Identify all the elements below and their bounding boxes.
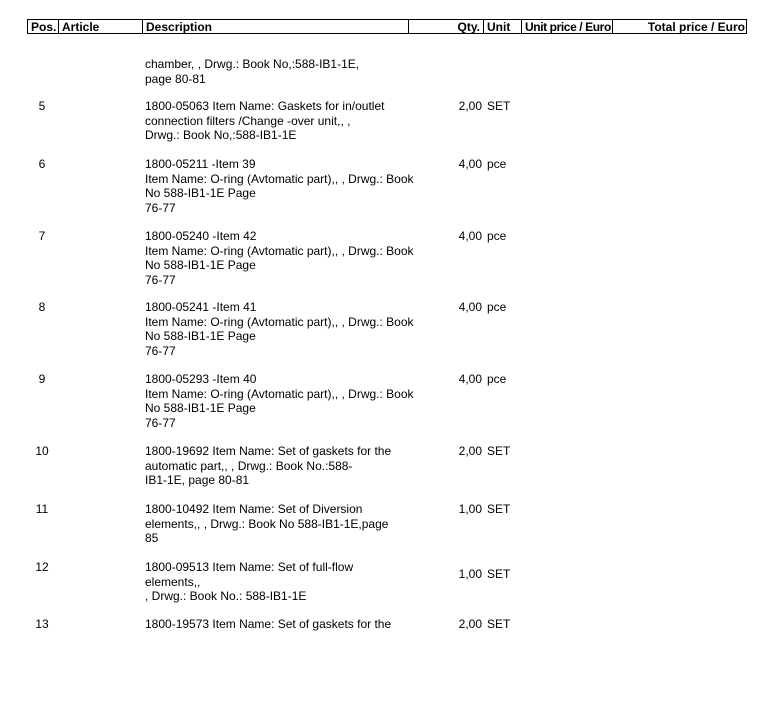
unit-cell: pce (487, 157, 507, 171)
pos-cell: 10 (35, 444, 49, 458)
unit-cell: SET (487, 99, 511, 113)
qty-cell: 2,00 (458, 617, 482, 631)
description-cell: 1800-09513 Item Name: Set of full-flow elements,, , Drwg.: Book No.: 588-IB1-1E (145, 560, 354, 603)
header-total-price: Total price / Euro (612, 20, 748, 33)
pos-cell: 5 (38, 99, 46, 113)
qty-cell: 4,00 (458, 372, 482, 386)
table-header (27, 19, 747, 34)
description-cell: 1800-19692 Item Name: Set of gaskets for the automatic part,, , Drwg.: Book No.:588- IB1-1E, page 80-81 (145, 444, 392, 487)
description-cell: 1800-19573 Item Name: Set of gaskets for the (145, 617, 392, 631)
pos-cell: 8 (38, 300, 46, 314)
pos-cell: 6 (38, 157, 46, 171)
pos-cell: 7 (38, 229, 46, 243)
header-article: Article (58, 20, 99, 33)
unit-cell: SET (487, 444, 511, 458)
pos-cell: 11 (35, 502, 49, 516)
description-cell: 1800-05293 -Item 40 Item Name: O-ring (Avtomatic part),, , Drwg.: Book No 588-IB1-1E Page 76-77 (145, 372, 414, 430)
qty-cell: 2,00 (458, 444, 482, 458)
header-unit-price: Unit price / Euro (521, 20, 611, 33)
qty-cell: 4,00 (458, 300, 482, 314)
header-unit: Unit (483, 20, 510, 33)
unit-cell: pce (487, 372, 507, 386)
pos-cell: 9 (38, 372, 46, 386)
description-cell: 1800-05241 -Item 41 Item Name: O-ring (Avtomatic part),, , Drwg.: Book No 588-IB1-1E Page 76-77 (145, 300, 414, 358)
description-cell: 1800-05240 -Item 42 Item Name: O-ring (Avtomatic part),, , Drwg.: Book No 588-IB1-1E Page 76-77 (145, 229, 414, 287)
qty-cell: 1,00 (458, 567, 482, 581)
header-description: Description (142, 20, 212, 33)
header-pos: Pos. (31, 20, 57, 34)
unit-cell: SET (487, 617, 511, 631)
qty-cell: 1,00 (458, 502, 482, 516)
pos-cell: 12 (35, 560, 49, 574)
unit-cell: SET (487, 567, 511, 581)
description-cell: 1800-05211 -Item 39 Item Name: O-ring (Avtomatic part),, , Drwg.: Book No 588-IB1-1E Page 76-77 (145, 157, 414, 215)
unit-cell: SET (487, 502, 511, 516)
pos-cell: 13 (35, 617, 49, 631)
unit-cell: pce (487, 300, 507, 314)
description-cell: 1800-10492 Item Name: Set of Diversion elements,, , Drwg.: Book No 588-IB1-1E,page 85 (145, 502, 389, 545)
unit-cell: pce (487, 229, 507, 243)
qty-cell: 2,00 (458, 99, 482, 113)
qty-cell: 4,00 (458, 157, 482, 171)
header-qty: Qty. (408, 20, 483, 33)
description-cell: 1800-05063 Item Name: Gaskets for in/outlet connection filters /Change -over unit,, , Drwg.: Book No,:588-IB1-1E (145, 99, 385, 142)
description-cell: chamber, , Drwg.: Book No,:588-IB1-1E, page 80-81 (145, 57, 360, 86)
qty-cell: 4,00 (458, 229, 482, 243)
